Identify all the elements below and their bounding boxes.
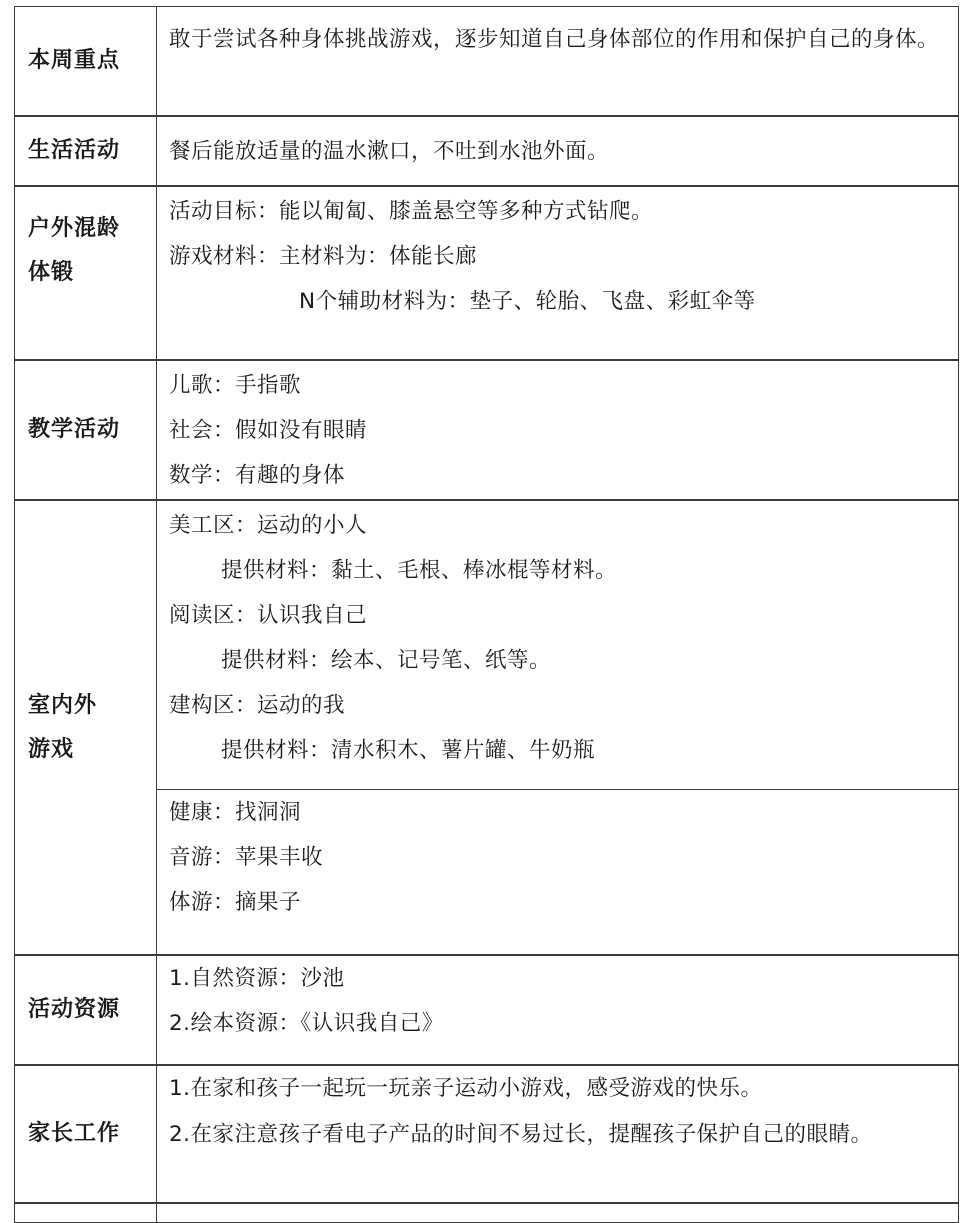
row-label-line2: 体锻 <box>28 260 75 285</box>
table-row-resources <box>14 955 959 1065</box>
row-label-line1: 室内外 <box>28 692 98 718</box>
teaching-activity-content <box>157 361 958 499</box>
row-label: 家长工作 <box>28 1121 121 1146</box>
row-label-cell <box>15 956 157 1064</box>
life-activity-text: 餐后能放适量的温水漱口，不吐到水池外面。 <box>169 139 610 164</box>
list-item: 2.在家注意孩子看电子产品的时间不易过长，提醒孩子保护自己的眼睛。 <box>169 1122 873 1147</box>
row-label-cell <box>15 187 157 359</box>
row-label-cell <box>15 1204 157 1222</box>
row-label: 生活活动 <box>28 138 121 163</box>
resources-content <box>157 956 958 1064</box>
list-item: 社会：假如没有眼睛 <box>169 418 368 443</box>
row-label-cell <box>15 7 157 115</box>
list-item: 数学：有趣的身体 <box>169 463 346 488</box>
indoor-games-section <box>157 503 958 773</box>
row-label-line1: 户外混龄 <box>28 216 121 241</box>
row-label-cell <box>15 501 157 954</box>
parent-work-content <box>157 1066 958 1202</box>
game-materials: 游戏材料：主材料为：体能长廊 <box>169 244 478 269</box>
outdoor-games-section <box>157 789 958 954</box>
list-item: 1.在家和孩子一起玩一玩亲子运动小游戏，感受游戏的快乐。 <box>169 1076 763 1101</box>
area-materials: 提供材料：黏土、毛根、棒冰棍等材料。 <box>221 558 618 583</box>
row-label-cell <box>15 1066 157 1202</box>
row-label-cell <box>15 361 157 499</box>
row-label: 活动资源 <box>28 997 121 1022</box>
auxiliary-materials: N个辅助材料为：垫子、轮胎、飞盘、彩虹伞等 <box>299 289 756 314</box>
weekly-focus-text: 敢于尝试各种身体挑战游戏，逐步知道自己身体部位的作用和保护自己的身体。 <box>169 27 940 52</box>
table-row-life-activity <box>14 116 959 186</box>
activity-goal: 活动目标：能以匍匐、膝盖悬空等多种方式钻爬。 <box>169 199 654 224</box>
row-label: 本周重点 <box>28 48 121 73</box>
list-item: 2.绘本资源：《认识我自己》 <box>169 1011 444 1036</box>
table-row-teaching-activity <box>14 360 959 500</box>
table-row-outdoor-exercise <box>14 186 959 360</box>
list-item: 音游：苹果丰收 <box>169 845 324 870</box>
list-item: 体游：摘果子 <box>169 890 302 915</box>
games-content <box>157 501 958 954</box>
area-materials: 提供材料：绘本、记号笔、纸等。 <box>221 648 552 673</box>
list-item: 儿歌：手指歌 <box>169 373 302 398</box>
area-materials: 提供材料：清水积木、薯片罐、牛奶瓶 <box>221 738 596 763</box>
area-name: 建构区：运动的我 <box>169 693 346 718</box>
outdoor-exercise-content <box>157 187 958 359</box>
table-row-weekly-focus <box>14 6 959 116</box>
area-name: 美工区：运动的小人 <box>169 513 368 538</box>
table-row-games <box>14 500 959 955</box>
list-item: 健康：找洞洞 <box>169 800 302 825</box>
list-item: 1.自然资源：沙池 <box>169 966 345 991</box>
table-row-partial <box>14 1203 959 1223</box>
life-activity-content <box>157 117 958 185</box>
row-label-line2: 游戏 <box>28 736 75 762</box>
table-row-parent-work <box>14 1065 959 1203</box>
area-name: 阅读区：认识我自己 <box>169 603 368 628</box>
row-label-cell <box>15 117 157 185</box>
row-label: 教学活动 <box>28 417 121 442</box>
weekly-focus-content <box>157 7 958 115</box>
